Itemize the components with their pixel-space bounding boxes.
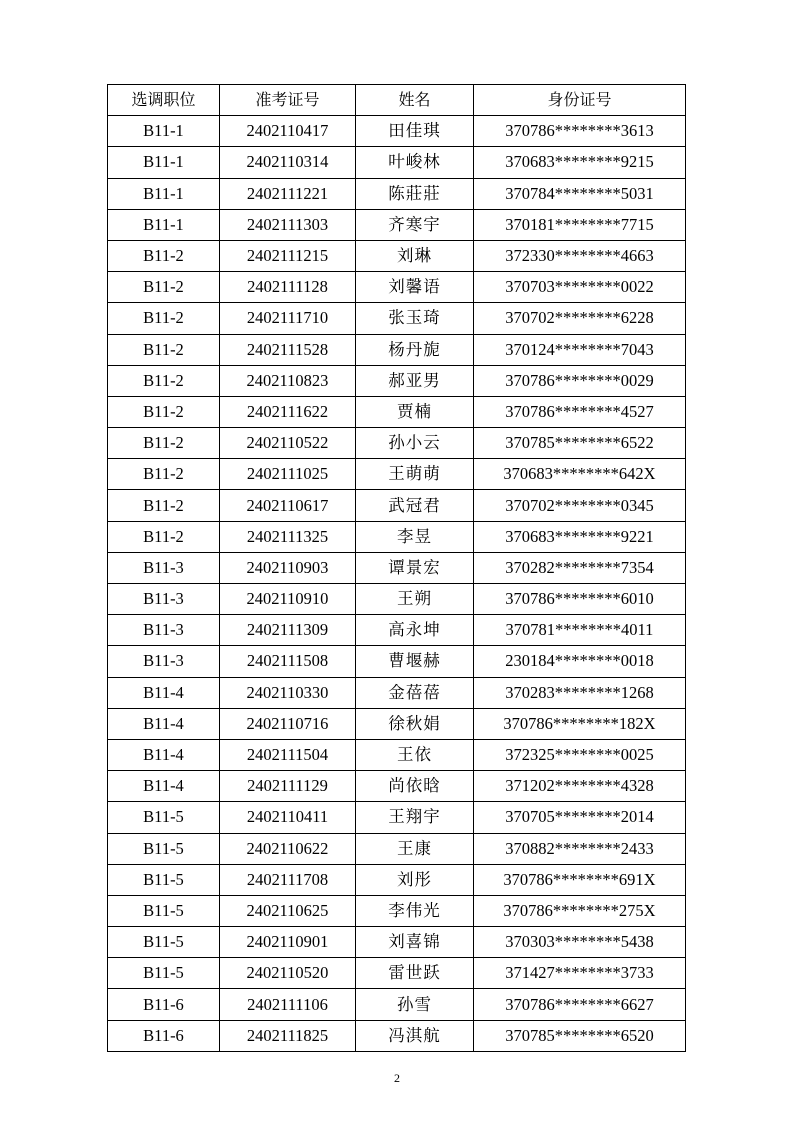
exam-number-cell: 2402110901: [220, 927, 356, 958]
position-cell: B11-2: [108, 240, 220, 271]
position-cell: B11-5: [108, 802, 220, 833]
table-row: [108, 895, 686, 926]
header-exam-number: 准考证号: [220, 85, 356, 116]
name-cell: 王依: [356, 739, 474, 770]
exam-number-cell: 2402111708: [220, 864, 356, 895]
position-cell: B11-5: [108, 833, 220, 864]
position-cell: B11-6: [108, 989, 220, 1020]
exam-number-cell: 2402111528: [220, 334, 356, 365]
table-row: [108, 303, 686, 334]
exam-number-cell: 2402110823: [220, 365, 356, 396]
position-cell: B11-2: [108, 396, 220, 427]
exam-number-cell: 2402111129: [220, 771, 356, 802]
exam-number-cell: 2402110330: [220, 677, 356, 708]
table-row: [108, 677, 686, 708]
id-number-cell: 370124********7043: [474, 334, 686, 365]
id-number-cell: 370702********0345: [474, 490, 686, 521]
exam-number-cell: 2402111622: [220, 396, 356, 427]
id-number-cell: 370786********275X: [474, 895, 686, 926]
name-cell: 冯淇航: [356, 1020, 474, 1051]
id-number-cell: 370785********6520: [474, 1020, 686, 1051]
table-row: [108, 833, 686, 864]
table-body: [108, 116, 686, 1052]
table-row: [108, 178, 686, 209]
table-row: [108, 989, 686, 1020]
exam-number-cell: 2402111303: [220, 209, 356, 240]
id-number-cell: 370683********9215: [474, 147, 686, 178]
name-cell: 刘馨语: [356, 272, 474, 303]
name-cell: 谭景宏: [356, 552, 474, 583]
exam-number-cell: 2402110910: [220, 584, 356, 615]
exam-number-cell: 2402110522: [220, 428, 356, 459]
table-row: [108, 459, 686, 490]
position-cell: B11-5: [108, 927, 220, 958]
id-number-cell: 370703********0022: [474, 272, 686, 303]
table-row: [108, 552, 686, 583]
name-cell: 陈莊莊: [356, 178, 474, 209]
exam-number-cell: 2402111508: [220, 646, 356, 677]
table-row: [108, 147, 686, 178]
position-cell: B11-4: [108, 677, 220, 708]
id-number-cell: 370786********4527: [474, 396, 686, 427]
position-cell: B11-6: [108, 1020, 220, 1051]
exam-number-cell: 2402110417: [220, 116, 356, 147]
position-cell: B11-2: [108, 428, 220, 459]
name-cell: 杨丹旎: [356, 334, 474, 365]
table-row: [108, 240, 686, 271]
id-number-cell: 370705********2014: [474, 802, 686, 833]
exam-number-cell: 2402111309: [220, 615, 356, 646]
exam-number-cell: 2402111825: [220, 1020, 356, 1051]
exam-number-cell: 2402111215: [220, 240, 356, 271]
name-cell: 武冠君: [356, 490, 474, 521]
id-number-cell: 370785********6522: [474, 428, 686, 459]
table-row: [108, 1020, 686, 1051]
exam-number-cell: 2402110411: [220, 802, 356, 833]
table-row: [108, 864, 686, 895]
table-row: [108, 334, 686, 365]
id-number-cell: 370786********3613: [474, 116, 686, 147]
position-cell: B11-2: [108, 272, 220, 303]
table-row: [108, 521, 686, 552]
id-number-cell: 372325********0025: [474, 739, 686, 770]
position-cell: B11-3: [108, 646, 220, 677]
position-cell: B11-1: [108, 116, 220, 147]
exam-number-cell: 2402111221: [220, 178, 356, 209]
position-cell: B11-3: [108, 584, 220, 615]
position-cell: B11-2: [108, 303, 220, 334]
position-cell: B11-1: [108, 147, 220, 178]
position-cell: B11-4: [108, 739, 220, 770]
id-number-cell: 370683********642X: [474, 459, 686, 490]
name-cell: 刘喜锦: [356, 927, 474, 958]
id-number-cell: 230184********0018: [474, 646, 686, 677]
exam-number-cell: 2402111710: [220, 303, 356, 334]
name-cell: 李伟光: [356, 895, 474, 926]
position-cell: B11-4: [108, 771, 220, 802]
header-name: 姓名: [356, 85, 474, 116]
header-position: 选调职位: [108, 85, 220, 116]
table-row: [108, 490, 686, 521]
id-number-cell: 370282********7354: [474, 552, 686, 583]
position-cell: B11-2: [108, 334, 220, 365]
exam-number-cell: 2402111025: [220, 459, 356, 490]
name-cell: 徐秋娟: [356, 708, 474, 739]
id-number-cell: 370786********691X: [474, 864, 686, 895]
position-cell: B11-2: [108, 521, 220, 552]
name-cell: 齐寒宇: [356, 209, 474, 240]
id-number-cell: 370181********7715: [474, 209, 686, 240]
name-cell: 张玉琦: [356, 303, 474, 334]
exam-number-cell: 2402110617: [220, 490, 356, 521]
name-cell: 田佳琪: [356, 116, 474, 147]
id-number-cell: 370283********1268: [474, 677, 686, 708]
name-cell: 郝亚男: [356, 365, 474, 396]
page-number: 2: [394, 1071, 400, 1085]
id-number-cell: 370882********2433: [474, 833, 686, 864]
exam-number-cell: 2402110520: [220, 958, 356, 989]
id-number-cell: 371427********3733: [474, 958, 686, 989]
name-cell: 刘彤: [356, 864, 474, 895]
position-cell: B11-2: [108, 365, 220, 396]
name-cell: 王翔宇: [356, 802, 474, 833]
table-row: [108, 646, 686, 677]
table-row: [108, 365, 686, 396]
position-cell: B11-1: [108, 209, 220, 240]
table-row: [108, 615, 686, 646]
position-cell: B11-5: [108, 958, 220, 989]
position-cell: B11-2: [108, 490, 220, 521]
id-number-cell: 370784********5031: [474, 178, 686, 209]
table-row: [108, 272, 686, 303]
id-number-cell: 370702********6228: [474, 303, 686, 334]
id-number-cell: 370786********0029: [474, 365, 686, 396]
exam-number-cell: 2402110622: [220, 833, 356, 864]
name-cell: 王朔: [356, 584, 474, 615]
name-cell: 雷世跃: [356, 958, 474, 989]
name-cell: 尚依晗: [356, 771, 474, 802]
table-row: [108, 958, 686, 989]
table-row: [108, 209, 686, 240]
id-number-cell: 370786********6627: [474, 989, 686, 1020]
position-cell: B11-2: [108, 459, 220, 490]
name-cell: 曹堰赫: [356, 646, 474, 677]
name-cell: 刘琳: [356, 240, 474, 271]
table-row: [108, 708, 686, 739]
id-number-cell: 370683********9221: [474, 521, 686, 552]
name-cell: 贾楠: [356, 396, 474, 427]
exam-number-cell: 2402110625: [220, 895, 356, 926]
id-number-cell: 370303********5438: [474, 927, 686, 958]
table-row: [108, 739, 686, 770]
id-number-cell: 370786********182X: [474, 708, 686, 739]
id-number-cell: 372330********4663: [474, 240, 686, 271]
table-row: [108, 116, 686, 147]
exam-number-cell: 2402111504: [220, 739, 356, 770]
name-cell: 王萌萌: [356, 459, 474, 490]
name-cell: 孙雪: [356, 989, 474, 1020]
table-row: [108, 771, 686, 802]
name-cell: 李昱: [356, 521, 474, 552]
position-cell: B11-5: [108, 895, 220, 926]
table-row: [108, 428, 686, 459]
table-row: [108, 396, 686, 427]
id-number-cell: 370786********6010: [474, 584, 686, 615]
exam-number-cell: 2402111128: [220, 272, 356, 303]
name-cell: 金蓓蓓: [356, 677, 474, 708]
table-row: [108, 584, 686, 615]
header-id-number: 身份证号: [474, 85, 686, 116]
exam-number-cell: 2402110903: [220, 552, 356, 583]
exam-number-cell: 2402110314: [220, 147, 356, 178]
id-number-cell: 370781********4011: [474, 615, 686, 646]
position-cell: B11-1: [108, 178, 220, 209]
table-row: [108, 802, 686, 833]
name-cell: 孙小云: [356, 428, 474, 459]
table-header-row: [108, 85, 686, 116]
position-cell: B11-3: [108, 552, 220, 583]
exam-number-cell: 2402110716: [220, 708, 356, 739]
table-row: [108, 927, 686, 958]
candidate-table: [107, 84, 686, 1052]
name-cell: 王康: [356, 833, 474, 864]
position-cell: B11-3: [108, 615, 220, 646]
exam-number-cell: 2402111106: [220, 989, 356, 1020]
position-cell: B11-5: [108, 864, 220, 895]
name-cell: 高永坤: [356, 615, 474, 646]
name-cell: 叶峻林: [356, 147, 474, 178]
position-cell: B11-4: [108, 708, 220, 739]
exam-number-cell: 2402111325: [220, 521, 356, 552]
id-number-cell: 371202********4328: [474, 771, 686, 802]
